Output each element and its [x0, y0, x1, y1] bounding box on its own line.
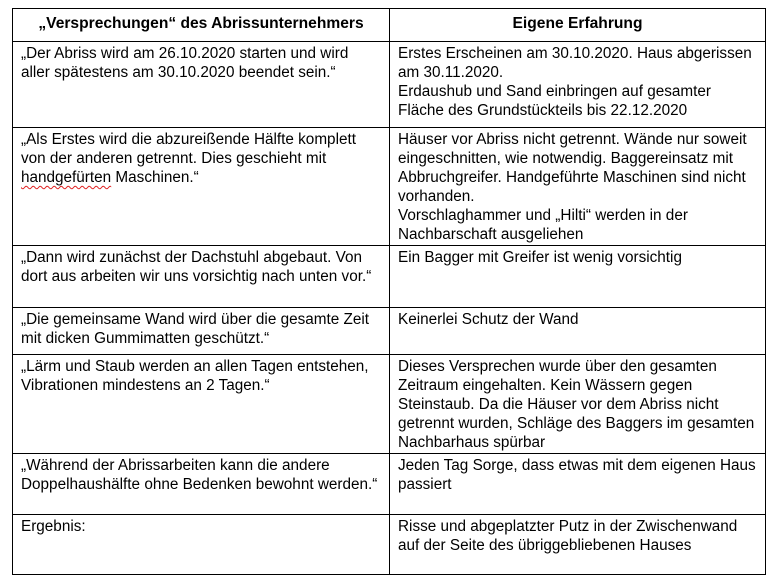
- promise-cell: „Während der Abrissarbeiten kann die andere Doppelhaushälfte ohne Bedenken bewohnt werden.“: [13, 454, 390, 515]
- promise-cell: „Lärm und Staub werden an allen Tagen entstehen, Vibrationen mindestens an 2 Tagen.“: [13, 355, 390, 454]
- column-header-experience: Eigene Erfahrung: [390, 9, 766, 42]
- table-row: [13, 308, 766, 355]
- column-header-promises: „Versprechungen“ des Abrissunternehmers: [13, 9, 390, 42]
- experience-cell: Häuser vor Abriss nicht getrennt. Wände nur soweit eingeschnitten, wie notwendig. Baggereinsatz mit Abbruchgreifer. Handgeführte Maschinen sind nicht vorhanden. Vorschlaghammer und „Hilti“ werden in der Nachbarschaft ausgeliehen: [390, 128, 766, 246]
- experience-cell: Keinerlei Schutz der Wand: [390, 308, 766, 355]
- comparison-table: [12, 8, 766, 575]
- table-row: [13, 128, 766, 246]
- experience-cell: Jeden Tag Sorge, dass etwas mit dem eigenen Haus passiert: [390, 454, 766, 515]
- promise-cell: „Die gemeinsame Wand wird über die gesamte Zeit mit dicken Gummimatten geschützt.“: [13, 308, 390, 355]
- experience-cell: Risse und abgeplatzter Putz in der Zwischenwand auf der Seite des übriggebliebenen Hauses: [390, 515, 766, 575]
- promise-cell: [13, 128, 390, 246]
- misspelled-word: handgefürten: [21, 169, 112, 186]
- promise-text: „Als Erstes wird die abzureißende Hälfte komplett von der anderen getrennt. Dies geschieht mit: [21, 131, 356, 167]
- result-label-cell: Ergebnis:: [13, 515, 390, 575]
- experience-cell: Erstes Erscheinen am 30.10.2020. Haus abgerissen am 30.11.2020. Erdaushub und Sand einbringen auf gesamter Fläche des Grundstückteils bis 22.12.2020: [390, 42, 766, 128]
- promise-cell: „Der Abriss wird am 26.10.2020 starten und wird aller spätestens am 30.10.2020 beendet sein.“: [13, 42, 390, 128]
- experience-cell: Ein Bagger mit Greifer ist wenig vorsichtig: [390, 246, 766, 308]
- table-row: [13, 515, 766, 575]
- experience-cell: Dieses Versprechen wurde über den gesamten Zeitraum eingehalten. Kein Wässern gegen Steinstaub. Da die Häuser vor dem Abriss nicht getrennt wurden, Schläge des Baggers im gesamten Nachbarhaus spürbar: [390, 355, 766, 454]
- table-row: [13, 42, 766, 128]
- promise-cell: „Dann wird zunächst der Dachstuhl abgebaut. Von dort aus arbeiten wir uns vorsichtig nach unten vor.“: [13, 246, 390, 308]
- promise-text: Maschinen.“: [111, 169, 199, 186]
- table-row: [13, 246, 766, 308]
- table-row: [13, 355, 766, 454]
- table-row: [13, 454, 766, 515]
- header-row: [13, 9, 766, 42]
